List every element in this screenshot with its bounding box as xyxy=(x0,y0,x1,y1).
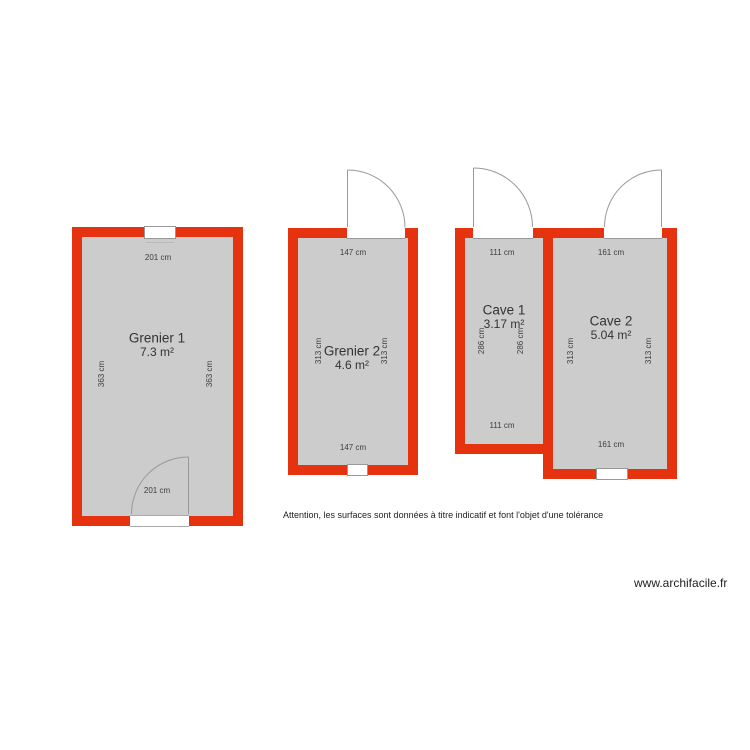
room-area-grenier-1: 7.3 m² xyxy=(139,345,175,359)
door-swing-arc-cave-2 xyxy=(605,170,662,227)
door-swing-arc-cave-1 xyxy=(474,168,533,227)
dim-label-bottom-grenier-1: 201 cm xyxy=(143,486,171,495)
dim-label-right-grenier-1: 363 cm xyxy=(205,360,214,388)
room-name-grenier-2: Grenier 2 xyxy=(323,343,381,359)
website-url: www.archifacile.fr xyxy=(634,576,728,590)
room-area-cave-1: 3.17 m² xyxy=(483,317,525,331)
dim-label-left-grenier-2: 313 cm xyxy=(314,337,323,365)
dim-label-bottom-cave-1: 111 cm xyxy=(489,421,515,430)
room-name-cave-2: Cave 2 xyxy=(589,313,633,329)
dim-label-bottom-cave-2: 161 cm xyxy=(597,440,625,449)
dim-label-top-cave-1: 111 cm xyxy=(489,248,515,257)
dim-label-left-grenier-1: 363 cm xyxy=(97,360,106,388)
dim-label-top-grenier-2: 147 cm xyxy=(339,248,367,257)
room-name-cave-1: Cave 1 xyxy=(482,302,526,318)
dim-label-left-cave-2: 313 cm xyxy=(566,337,575,365)
tolerance-note: Attention, les surfaces sont données à titre indicatif et font l'objet d'une tolérance xyxy=(283,510,604,520)
dim-label-right-cave-1: 286 cm xyxy=(516,327,525,355)
dim-label-left-cave-1: 286 cm xyxy=(477,327,486,355)
dim-label-bottom-grenier-2: 147 cm xyxy=(339,443,367,452)
room-name-grenier-1: Grenier 1 xyxy=(128,330,186,346)
dim-label-right-cave-2: 313 cm xyxy=(644,337,653,365)
room-area-cave-2: 5.04 m² xyxy=(590,328,632,342)
dim-label-top-cave-2: 161 cm xyxy=(597,248,625,257)
dim-label-right-grenier-2: 313 cm xyxy=(380,337,389,365)
room-area-grenier-2: 4.6 m² xyxy=(334,358,370,372)
door-swing-arc-grenier-2 xyxy=(348,170,406,228)
dim-label-top-grenier-1: 201 cm xyxy=(144,253,172,262)
